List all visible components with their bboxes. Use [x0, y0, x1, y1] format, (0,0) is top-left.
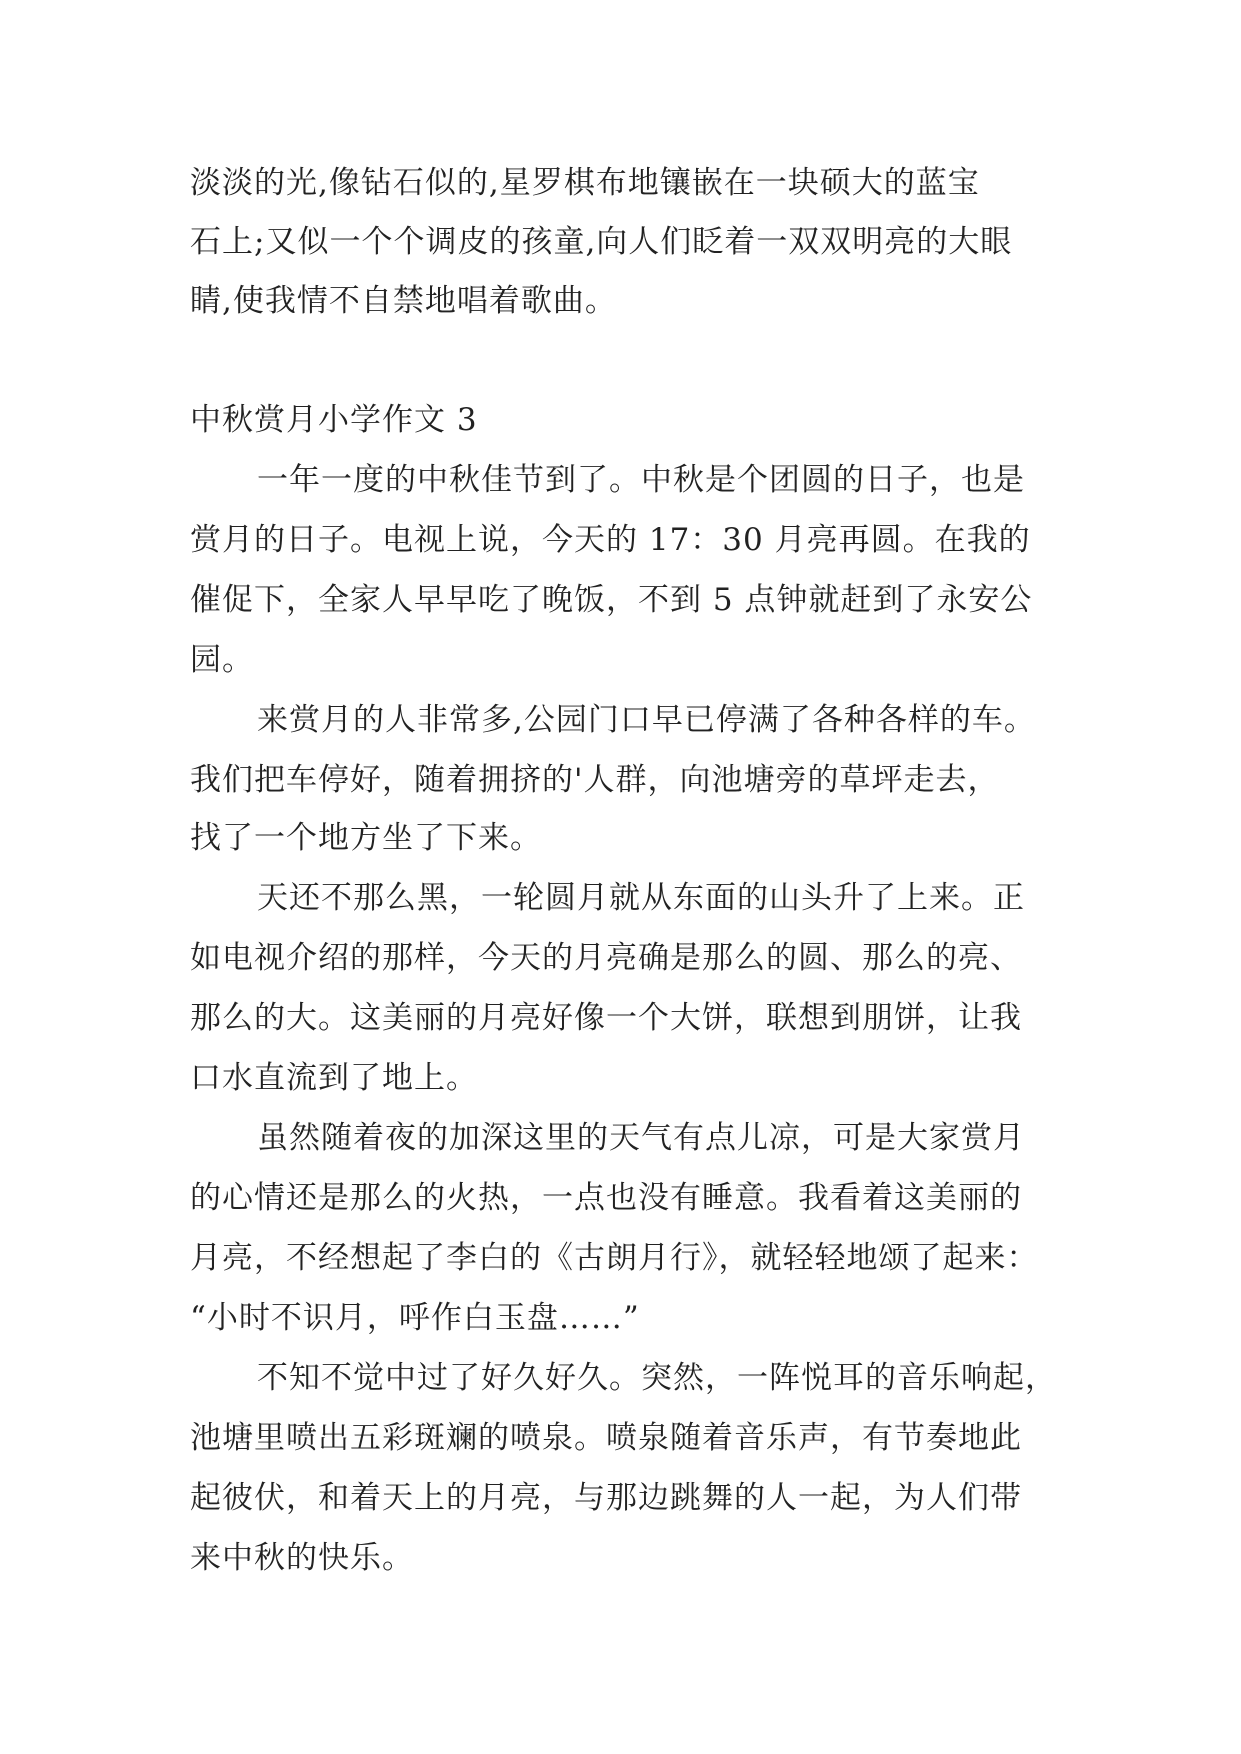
paragraph-line: 催促下，全家人早早吃了晚饭，不到 5 点钟就赶到了永安公	[190, 582, 1033, 618]
paragraph-line: 来赏月的人非常多,公园门口早已停满了各种各样的车。	[257, 702, 1036, 738]
intro-line: 淡淡的光,像钻石似的,星罗棋布地镶嵌在一块硕大的蓝宝	[190, 165, 980, 201]
paragraph-line: 那么的大。这美丽的月亮好像一个大饼，联想到朋饼，让我	[190, 1000, 1022, 1036]
paragraph-line: 月亮，不经想起了李白的《古朗月行》，就轻轻地颂了起来：	[190, 1240, 1039, 1276]
paragraph-line: 起彼伏，和着天上的月亮，与那边跳舞的人一起，为人们带	[190, 1480, 1022, 1516]
paragraph-line: 虽然随着夜的加深这里的天气有点儿凉，可是大家赏月	[257, 1120, 1025, 1156]
section-heading: 中秋赏月小学作文 3	[190, 402, 478, 438]
paragraph-line: 不知不觉中过了好久好久。突然，一阵悦耳的音乐响起，	[257, 1360, 1057, 1396]
paragraph-line: 来中秋的快乐。	[190, 1540, 414, 1576]
paragraph-line: 口水直流到了地上。	[190, 1060, 478, 1096]
paragraph-line: 找了一个地方坐了下来。	[190, 820, 542, 856]
paragraph-line: “小时不识月，呼作白玉盘……”	[190, 1300, 640, 1336]
paragraph-line: 赏月的日子。电视上说，今天的 17：30 月亮再圆。在我的	[190, 522, 1031, 558]
intro-line: 石上;又似一个个调皮的孩童,向人们眨着一双双明亮的大眼	[190, 224, 1013, 260]
intro-line: 睛,使我情不自禁地唱着歌曲。	[190, 283, 617, 319]
paragraph-line: 的心情还是那么的火热，一点也没有睡意。我看着这美丽的	[190, 1180, 1022, 1216]
paragraph-line: 如电视介绍的那样，今天的月亮确是那么的圆、那么的亮、	[190, 940, 1022, 976]
paragraph-line: 园。	[190, 642, 254, 678]
paragraph-line: 一年一度的中秋佳节到了。中秋是个团圆的日子，也是	[257, 462, 1025, 498]
paragraph-line: 池塘里喷出五彩斑斓的喷泉。喷泉随着音乐声，有节奏地此	[190, 1420, 1022, 1456]
paragraph-line: 天还不那么黑，一轮圆月就从东面的山头升了上来。正	[257, 880, 1025, 916]
paragraph-line: 我们把车停好，随着拥挤的'人群，向池塘旁的草坪走去，	[190, 762, 1000, 798]
